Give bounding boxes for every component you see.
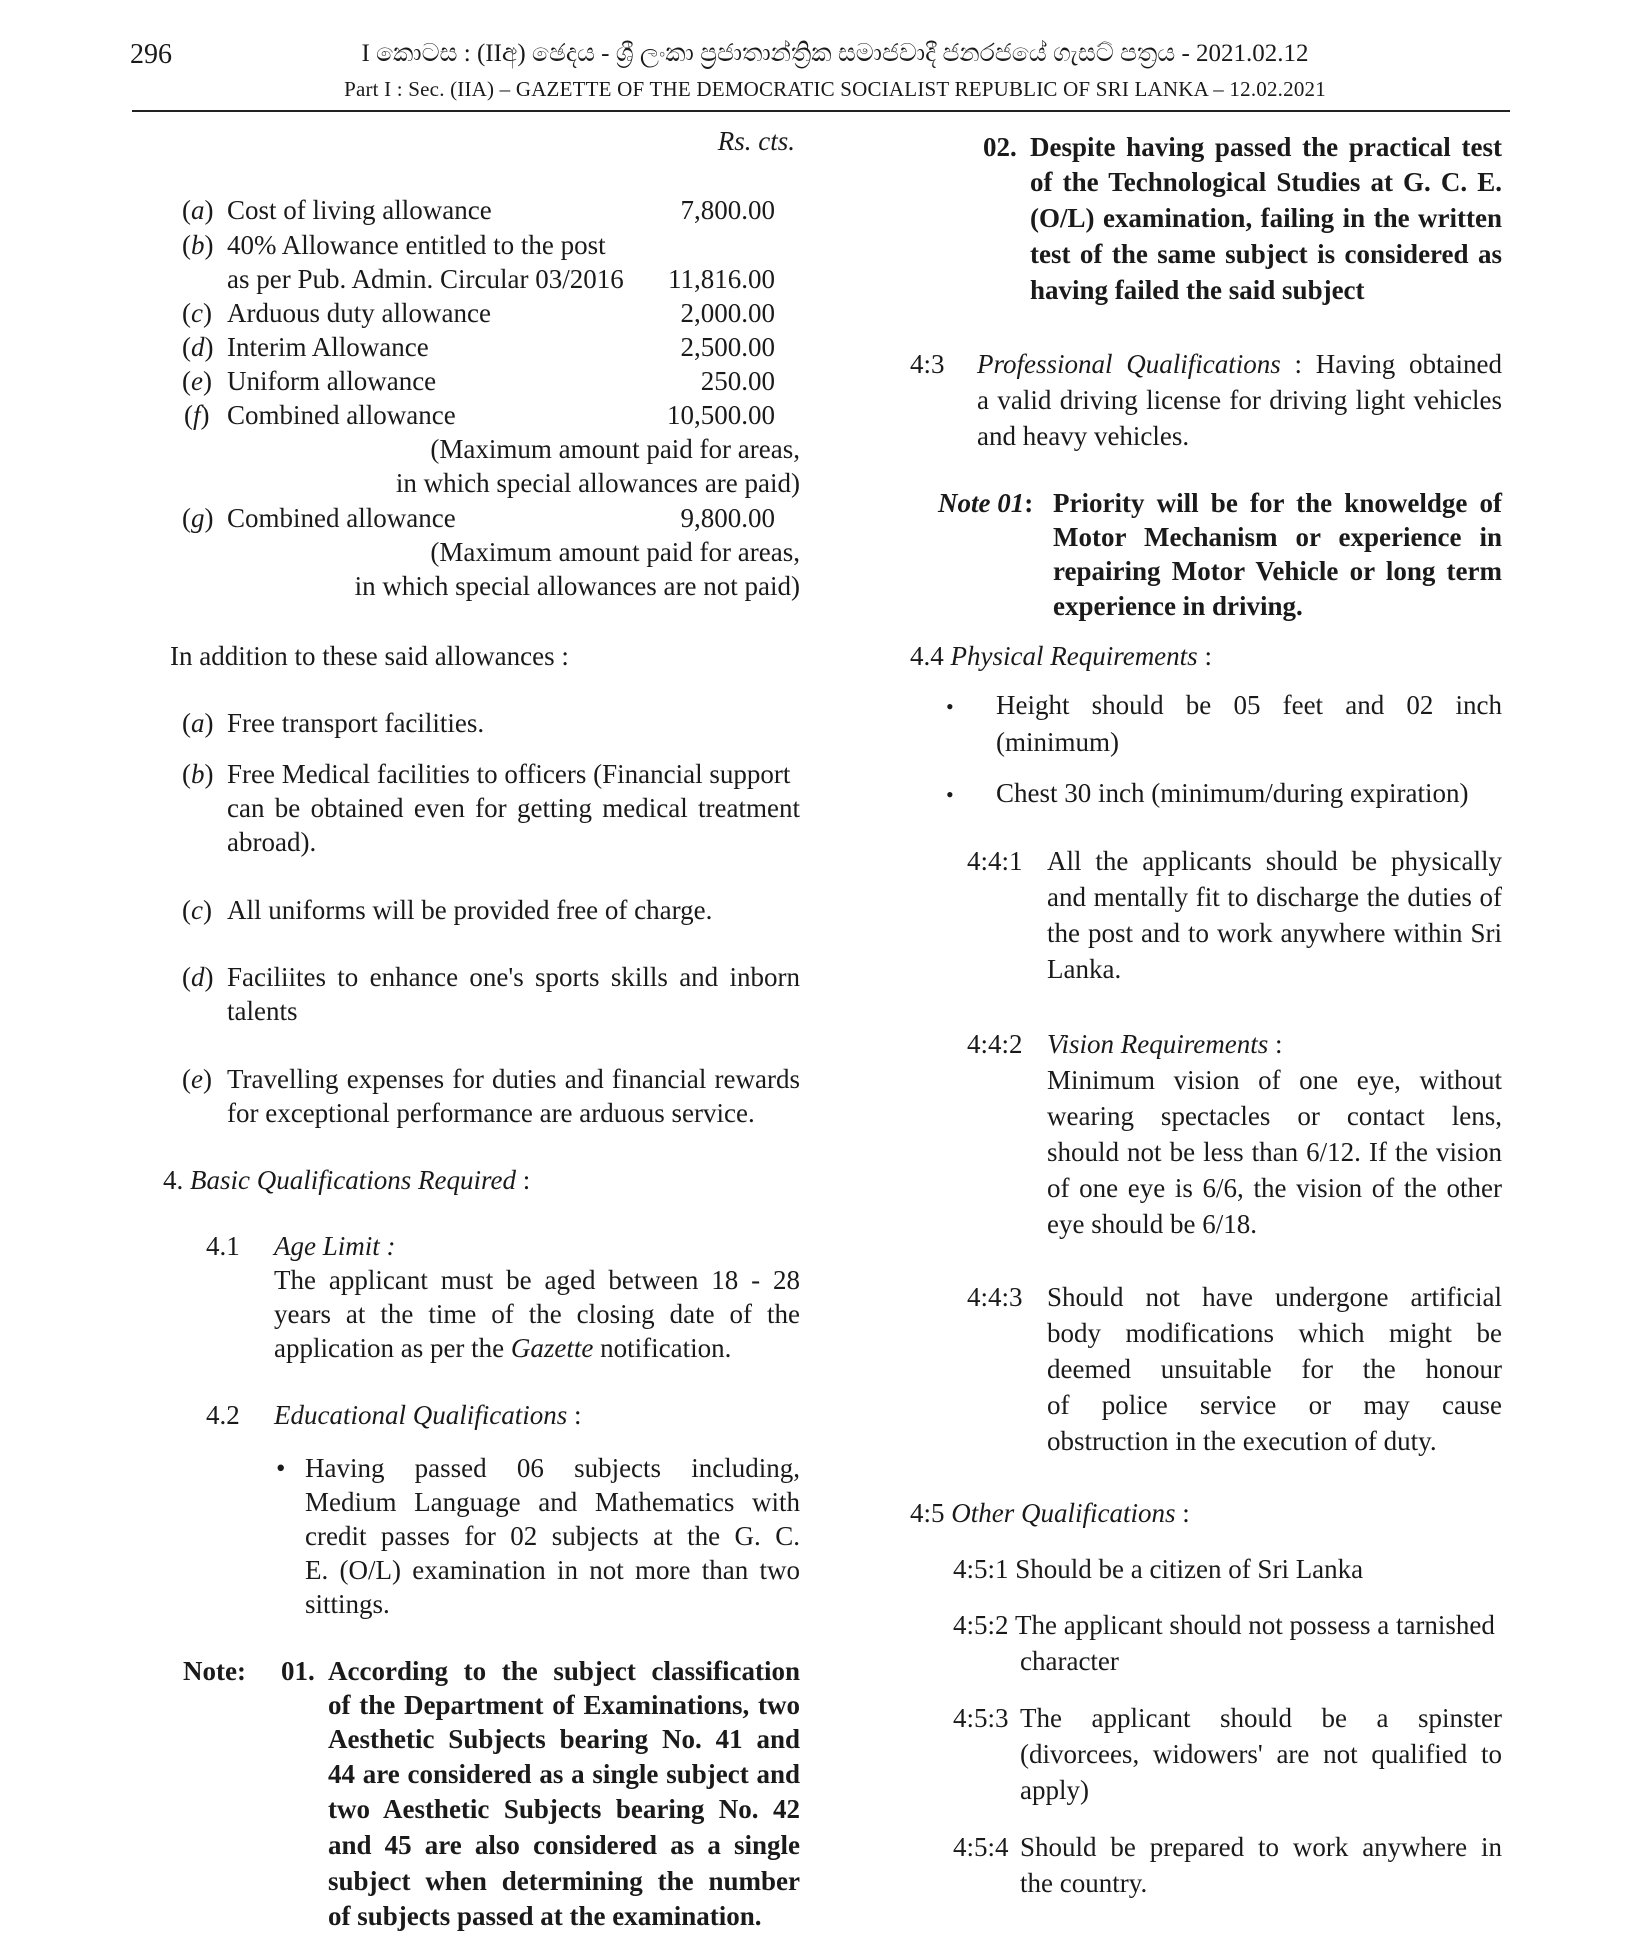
allowance-label: Combined allowance xyxy=(227,503,456,533)
paragraph-line: Professional Qualifications : Having obtained xyxy=(977,349,1502,379)
note-label: Note: xyxy=(183,1656,246,1686)
allowance-amount: 7,800.00 xyxy=(680,195,775,225)
header-sinhala-title: I කොටස : (IIඅ) ඡෙදය - ශ්‍රී ලංකා ප්‍රජාතාන්ත්‍රික සමාජවාදී ජනරජයේ ගැසට් පත්‍රය - 2021.02.12 xyxy=(361,40,1309,67)
facility-letter: (c) xyxy=(182,895,212,925)
bullet-line: Height should be 05 feet and 02 inch xyxy=(996,690,1502,720)
bullet-line: sittings. xyxy=(305,1589,390,1619)
allowance-item-g: (g) xyxy=(182,503,214,533)
allowance-label: Interim Allowance xyxy=(227,332,429,362)
paragraph-line: The applicant must be aged between 18 - 28 xyxy=(274,1265,800,1295)
paragraph-line: years at the time of the closing date of the xyxy=(274,1299,800,1329)
section-number: 4:4:2 xyxy=(967,1029,1023,1059)
subsection-title: Age Limit : xyxy=(274,1231,396,1261)
note-label: Note 01: xyxy=(938,488,1034,518)
note-number: 02. xyxy=(983,132,1017,162)
note-number: 01. xyxy=(281,1656,315,1686)
bullet-line: E. (O/L) examination in not more than two xyxy=(305,1555,800,1585)
item-letter: e xyxy=(191,366,203,396)
item-letter: c xyxy=(191,298,203,328)
allowance-note: (Maximum amount paid for areas, xyxy=(430,434,800,464)
paragraph-line: a valid driving license for driving light vehicles xyxy=(977,385,1502,415)
bullet-icon: • xyxy=(946,782,954,807)
facility-letter: (a) xyxy=(182,708,214,738)
bullet-icon: • xyxy=(276,1453,286,1483)
bullet-icon: • xyxy=(946,694,954,719)
paragraph-line: application as per the Gazette notification. xyxy=(274,1333,732,1363)
item-letter: g xyxy=(191,503,205,533)
allowance-note: in which special allowances are paid) xyxy=(395,468,800,498)
allowance-note: (Maximum amount paid for areas, xyxy=(430,537,800,567)
allowance-item-e: (e) xyxy=(182,366,212,396)
allowance-amount: 9,800.00 xyxy=(680,503,775,533)
item-letter: a xyxy=(191,195,205,225)
facility-text: abroad). xyxy=(227,827,317,857)
qualification-item: The applicant should be a spinster xyxy=(1020,1703,1502,1733)
section-number: 4.2 xyxy=(206,1400,240,1430)
facility-text: Travelling expenses for duties and financial rewards xyxy=(227,1064,800,1094)
facility-text: can be obtained even for getting medical treatment xyxy=(227,793,800,823)
currency-header: Rs. cts. xyxy=(717,126,795,156)
section-number: 4:4:1 xyxy=(967,846,1023,876)
allowance-label: Uniform allowance xyxy=(227,366,437,396)
qualification-item: the country. xyxy=(1020,1868,1148,1898)
allowance-item-f: (f) xyxy=(184,400,210,430)
section-number: 4:5:3 xyxy=(953,1703,1009,1733)
facility-text: talents xyxy=(227,996,298,1026)
bullet-line: Chest 30 inch (minimum/during expiration) xyxy=(996,778,1469,808)
allowance-amount: 10,500.00 xyxy=(667,400,775,430)
facility-text: Free transport facilities. xyxy=(227,708,485,738)
allowance-label: Arduous duty allowance xyxy=(227,298,491,328)
section-heading: 4.4 Physical Requirements : xyxy=(910,641,1212,671)
facility-text: for exceptional performance are arduous service. xyxy=(227,1098,755,1128)
facility-letter: (e) xyxy=(182,1064,212,1094)
section-heading: 4. Basic Qualifications Required : xyxy=(163,1165,531,1195)
section-heading: 4:5 Other Qualifications : xyxy=(910,1498,1190,1528)
item-letter: f xyxy=(193,400,201,430)
facility-letter: (b) xyxy=(182,759,214,789)
item-letter: b xyxy=(191,230,205,260)
allowance-item-c: (c) xyxy=(182,298,212,328)
allowance-label-cont: as per Pub. Admin. Circular 03/2016 xyxy=(227,264,624,294)
qualification-item: Should be prepared to work anywhere in xyxy=(1020,1832,1502,1862)
allowance-label: Cost of living allowance xyxy=(227,195,492,225)
subsection-title: Vision Requirements : xyxy=(1047,1029,1283,1059)
allowance-item-b: (b) xyxy=(182,230,214,260)
allowance-amount: 2,500.00 xyxy=(680,332,775,362)
allowance-label: Combined allowance xyxy=(227,400,456,430)
qualification-item: character xyxy=(1020,1646,1119,1676)
facility-text: Faciliites to enhance one's sports skills and inborn xyxy=(227,962,800,992)
section-number: 4:5:2 xyxy=(953,1610,1009,1640)
bullet-line: Medium Language and Mathematics with xyxy=(305,1487,800,1517)
header-rule xyxy=(132,110,1510,112)
header-english-title: Part I : Sec. (IIA) – GAZETTE OF THE DEMOCRATIC SOCIALIST REPUBLIC OF SRI LANKA – 12.02.2021 xyxy=(344,77,1326,101)
allowance-amount: 2,000.00 xyxy=(680,298,775,328)
qualification-item: 4:5:1 Should be a citizen of Sri Lanka xyxy=(953,1554,1364,1584)
additional-intro: In addition to these said allowances : xyxy=(170,641,569,671)
qualification-item: (divorcees, widowers' are not qualified to xyxy=(1020,1739,1502,1769)
facility-text: Free Medical facilities to officers (Financial support xyxy=(227,759,791,789)
allowance-amount: 250.00 xyxy=(700,366,775,396)
bullet-line: credit passes for 02 subjects at the G. C. xyxy=(305,1521,800,1551)
item-letter: d xyxy=(191,332,205,362)
paragraph-line: and heavy vehicles. xyxy=(977,421,1190,451)
qualification-item: apply) xyxy=(1020,1775,1089,1805)
facility-text: All uniforms will be provided free of charge. xyxy=(227,895,713,925)
section-number: 4:3 xyxy=(910,349,945,379)
section-number: 4.1 xyxy=(206,1231,240,1261)
qualification-item: The applicant should not possess a tarnished xyxy=(1015,1610,1495,1640)
facility-letter: (d) xyxy=(182,962,214,992)
page-number: 296 xyxy=(130,39,172,70)
allowance-item-a: (a) xyxy=(182,195,214,225)
bullet-line: (minimum) xyxy=(996,727,1119,757)
allowance-note: in which special allowances are not paid) xyxy=(354,571,800,601)
subsection-title: Educational Qualifications : xyxy=(274,1400,582,1430)
allowance-amount: 11,816.00 xyxy=(668,264,775,294)
allowance-label: 40% Allowance entitled to the post xyxy=(227,230,606,260)
bullet-line: Having passed 06 subjects including, xyxy=(305,1453,800,1483)
section-number: 4:5:4 xyxy=(953,1832,1009,1862)
allowance-item-d: (d) xyxy=(182,332,214,362)
section-number: 4:4:3 xyxy=(967,1282,1023,1312)
